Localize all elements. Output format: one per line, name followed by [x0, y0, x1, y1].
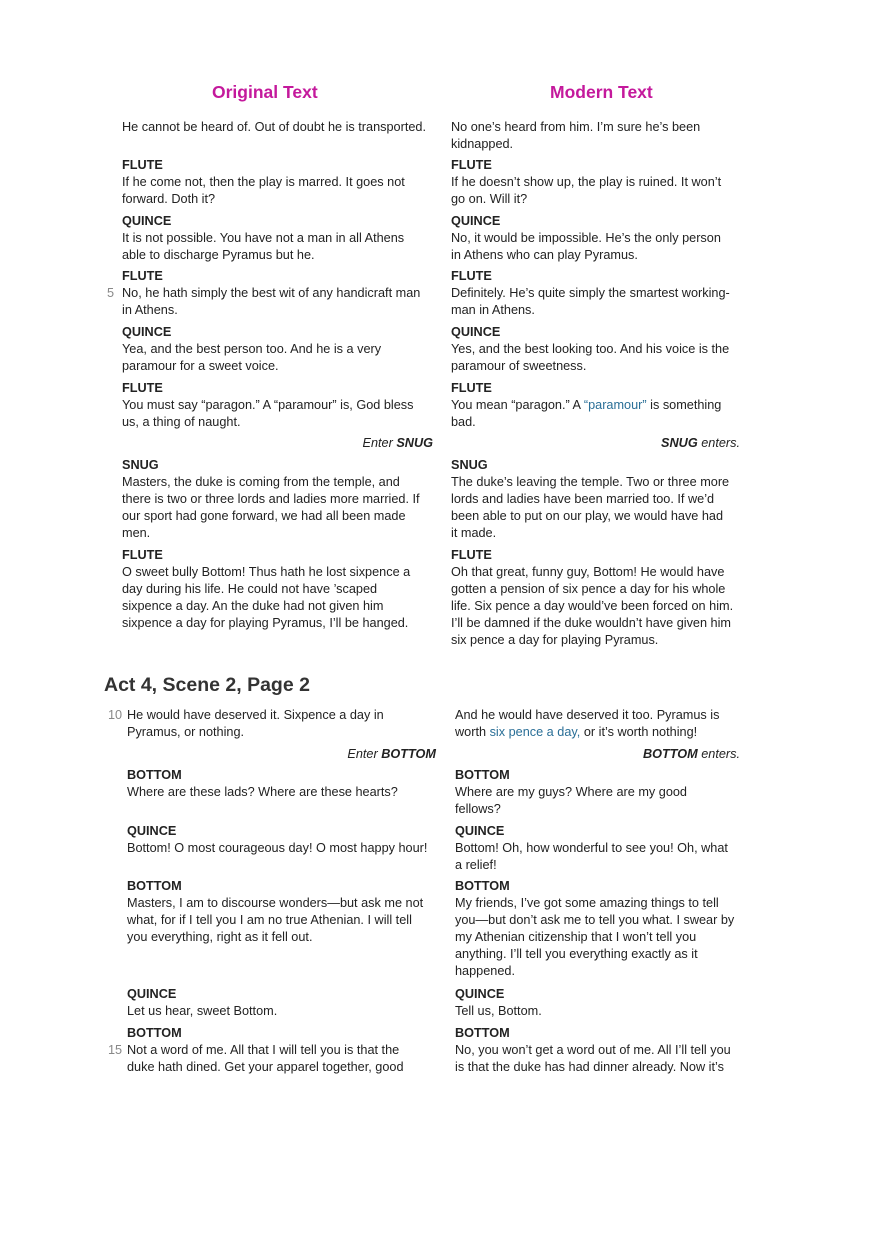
- modern-passage: [451, 119, 746, 153]
- text-line: Bottom! Oh, how wonderful to see you! Oh, what: [455, 841, 728, 855]
- original-passage: [122, 457, 437, 542]
- speaker-name: QUINCE: [451, 214, 501, 228]
- text-line: you everything, right as it fell out.: [127, 930, 313, 944]
- stage-direction-verb: enters.: [697, 747, 740, 761]
- text-line: sixpence a day for playing Pyramus, I’ll be hanged.: [122, 616, 409, 630]
- text-line: Where are these lads? Where are these hearts?: [127, 785, 398, 799]
- stage-direction: [200, 746, 436, 763]
- original-passage: [122, 268, 437, 319]
- text-line: He cannot be heard of. Out of doubt he is transported.: [122, 120, 426, 134]
- text-line: sixpence a day. An the duke had not given him: [122, 599, 384, 613]
- text-line: is that the duke has had dinner already. Now it’s: [455, 1060, 724, 1074]
- text-line: been able to put on our play, we would have had: [451, 509, 724, 523]
- text-line: Tell us, Bottom.: [455, 1004, 542, 1018]
- speaker-name: FLUTE: [451, 548, 492, 562]
- gloss-link[interactable]: six pence a day,: [489, 725, 581, 739]
- speaker-name: SNUG: [122, 458, 159, 472]
- text-line: it made.: [451, 526, 497, 540]
- speaker-name: BOTTOM: [455, 768, 510, 782]
- text-line: a relief!: [455, 858, 497, 872]
- speaker-name: FLUTE: [122, 269, 163, 283]
- text-line: Where are my guys? Where are my good: [455, 785, 687, 799]
- text-line: forward. Doth it?: [122, 192, 216, 206]
- text-line: Oh that great, funny guy, Bottom! He would have: [451, 565, 725, 579]
- speaker-name: SNUG: [451, 458, 488, 472]
- stage-direction-character: SNUG: [396, 436, 433, 450]
- text-fragment: You mean “paragon.” A: [451, 398, 584, 412]
- original-passage: [122, 324, 437, 375]
- gloss-link[interactable]: “paramour”: [583, 398, 647, 412]
- original-passage: [122, 213, 437, 264]
- text-line: My friends, I’ve got some amazing things to tell: [455, 896, 719, 910]
- text-line: Bottom! O most courageous day! O most happy hour!: [127, 841, 428, 855]
- speaker-name: FLUTE: [451, 381, 492, 395]
- text-fragment: is something: [646, 398, 722, 412]
- modern-passage: [451, 157, 746, 208]
- text-line: You must say “paragon.” A “paramour” is, God bless: [122, 398, 414, 412]
- modern-passage: [455, 878, 747, 980]
- text-line: able to discharge Pyramus but he.: [122, 248, 315, 262]
- original-passage: [122, 547, 437, 632]
- text-line: No one’s heard from him. I’m sure he’s been: [451, 120, 701, 134]
- text-line: No, you won’t get a word out of me. All I’ll tell you: [455, 1043, 731, 1057]
- original-text-header: Original Text: [212, 82, 318, 102]
- act-scene-heading: Act 4, Scene 2, Page 2: [104, 674, 310, 696]
- original-passage: [127, 986, 442, 1020]
- modern-passage: [455, 986, 747, 1020]
- text-line: six pence a day for playing Pyramus.: [451, 633, 659, 647]
- text-line: go on. Will it?: [451, 192, 528, 206]
- text-line: bad.: [451, 415, 476, 429]
- text-line: happened.: [455, 964, 515, 978]
- text-line: paramour of sweetness.: [451, 359, 587, 373]
- text-line: Let us hear, sweet Bottom.: [127, 1004, 278, 1018]
- speaker-name: QUINCE: [122, 325, 172, 339]
- modern-passage: [455, 823, 747, 874]
- text-line: If he doesn’t show up, the play is ruined. It won’t: [451, 175, 722, 189]
- original-passage: [127, 878, 442, 946]
- speaker-name: FLUTE: [451, 269, 492, 283]
- text-line: Yes, and the best looking too. And his voice is the: [451, 342, 730, 356]
- text-line: duke hath dined. Get your apparel together, good: [127, 1060, 404, 1074]
- text-line: It is not possible. You have not a man in all Athens: [122, 231, 405, 245]
- line-number: 10: [108, 708, 123, 722]
- modern-passage: [451, 213, 746, 264]
- speaker-name: BOTTOM: [455, 879, 510, 893]
- speaker-name: FLUTE: [451, 158, 492, 172]
- speaker-name: FLUTE: [122, 158, 163, 172]
- stage-direction-character: BOTTOM: [642, 747, 698, 761]
- original-passage: [127, 767, 442, 801]
- text-line: The duke’s leaving the temple. Two or three more: [451, 475, 730, 489]
- original-passage: [122, 119, 437, 136]
- stage-direction-verb: Enter: [362, 436, 397, 450]
- text-fragment: or it’s worth nothing!: [580, 725, 698, 739]
- text-line: And he would have deserved it too. Pyramus is: [455, 708, 720, 722]
- stage-direction-character: BOTTOM: [381, 747, 436, 761]
- original-passage: [122, 157, 437, 208]
- speaker-name: QUINCE: [455, 824, 505, 838]
- speaker-name: FLUTE: [122, 548, 163, 562]
- stage-direction-verb: enters.: [697, 436, 740, 450]
- text-line: in Athens.: [122, 303, 178, 317]
- speaker-name: BOTTOM: [127, 879, 182, 893]
- text-line: I’ll be damned if the duke wouldn’t have given him: [451, 616, 731, 630]
- modern-text-header: Modern Text: [550, 82, 653, 102]
- speaker-name: BOTTOM: [127, 1026, 182, 1040]
- text-line: No, it would be impossible. He’s the only person: [451, 231, 721, 245]
- text-line: O sweet bully Bottom! Thus hath he lost sixpence a: [122, 565, 411, 579]
- text-line: in Athens who can play Pyramus.: [451, 248, 638, 262]
- text-line: Masters, I am to discourse wonders—but ask me not: [127, 896, 424, 910]
- stage-direction: [200, 435, 433, 452]
- text-line: day during his life. He could not have ’scaped: [122, 582, 378, 596]
- text-line: Pyramus, or nothing.: [127, 725, 245, 739]
- text-line: life. Six pence a day would’ve been forced on him.: [451, 599, 734, 613]
- speaker-name: QUINCE: [455, 987, 505, 1001]
- speaker-name: FLUTE: [122, 381, 163, 395]
- modern-passage: [451, 268, 746, 319]
- line-number: 15: [108, 1043, 123, 1057]
- text-line: our sport had gone forward, we had all been made: [122, 509, 406, 523]
- text-line: man in Athens.: [451, 303, 535, 317]
- original-passage: [127, 1025, 442, 1076]
- text-line: [455, 724, 747, 741]
- text-line: He would have deserved it. Sixpence a day in: [127, 708, 384, 722]
- text-line: my Athenian citizenship that I won’t tell you: [455, 930, 697, 944]
- speaker-name: QUINCE: [127, 824, 177, 838]
- text-line: us, a thing of naught.: [122, 415, 241, 429]
- text-line: men.: [122, 526, 151, 540]
- text-line: gotten a pension of six pence a day for his whole: [451, 582, 726, 596]
- modern-passage: [455, 767, 747, 818]
- text-line: there is two or three lords and ladies more married. If: [122, 492, 420, 506]
- text-line: [451, 397, 746, 414]
- modern-passage: [451, 380, 746, 431]
- modern-passage: [451, 324, 746, 375]
- text-line: No, he hath simply the best wit of any handicraft man: [122, 286, 421, 300]
- text-line: you—but don’t ask me to tell you what. I swear by: [455, 913, 735, 927]
- text-line: Masters, the duke is coming from the temple, and: [122, 475, 400, 489]
- stage-direction: [520, 435, 740, 452]
- text-line: fellows?: [455, 802, 501, 816]
- original-passage: [127, 823, 442, 857]
- text-line: anything. I’ll tell you everything exactly as it: [455, 947, 698, 961]
- text-line: If he come not, then the play is marred. It goes not: [122, 175, 405, 189]
- stage-direction-verb: Enter: [347, 747, 382, 761]
- text-line: paramour for a sweet voice.: [122, 359, 279, 373]
- original-passage: [127, 707, 442, 741]
- text-line: Yea, and the best person too. And he is a very: [122, 342, 382, 356]
- modern-passage: [451, 547, 746, 649]
- text-line: Definitely. He’s quite simply the smartest working-: [451, 286, 730, 300]
- speaker-name: QUINCE: [127, 987, 177, 1001]
- modern-passage: [455, 1025, 747, 1076]
- stage-direction-character: SNUG: [661, 436, 698, 450]
- speaker-name: BOTTOM: [127, 768, 182, 782]
- text-line: Not a word of me. All that I will tell you is that the: [127, 1043, 400, 1057]
- modern-passage: [455, 707, 747, 741]
- text-line: lords and ladies have been married too. If we’d: [451, 492, 715, 506]
- text-line: kidnapped.: [451, 137, 514, 151]
- stage-direction: [520, 746, 740, 763]
- modern-passage: [451, 457, 746, 542]
- text-fragment: worth: [455, 725, 490, 739]
- original-passage: [122, 380, 437, 431]
- speaker-name: QUINCE: [122, 214, 172, 228]
- speaker-name: BOTTOM: [455, 1026, 510, 1040]
- text-line: what, for if I tell you I am no true Athenian. I will tell: [127, 913, 412, 927]
- speaker-name: QUINCE: [451, 325, 501, 339]
- line-number: 5: [107, 286, 115, 300]
